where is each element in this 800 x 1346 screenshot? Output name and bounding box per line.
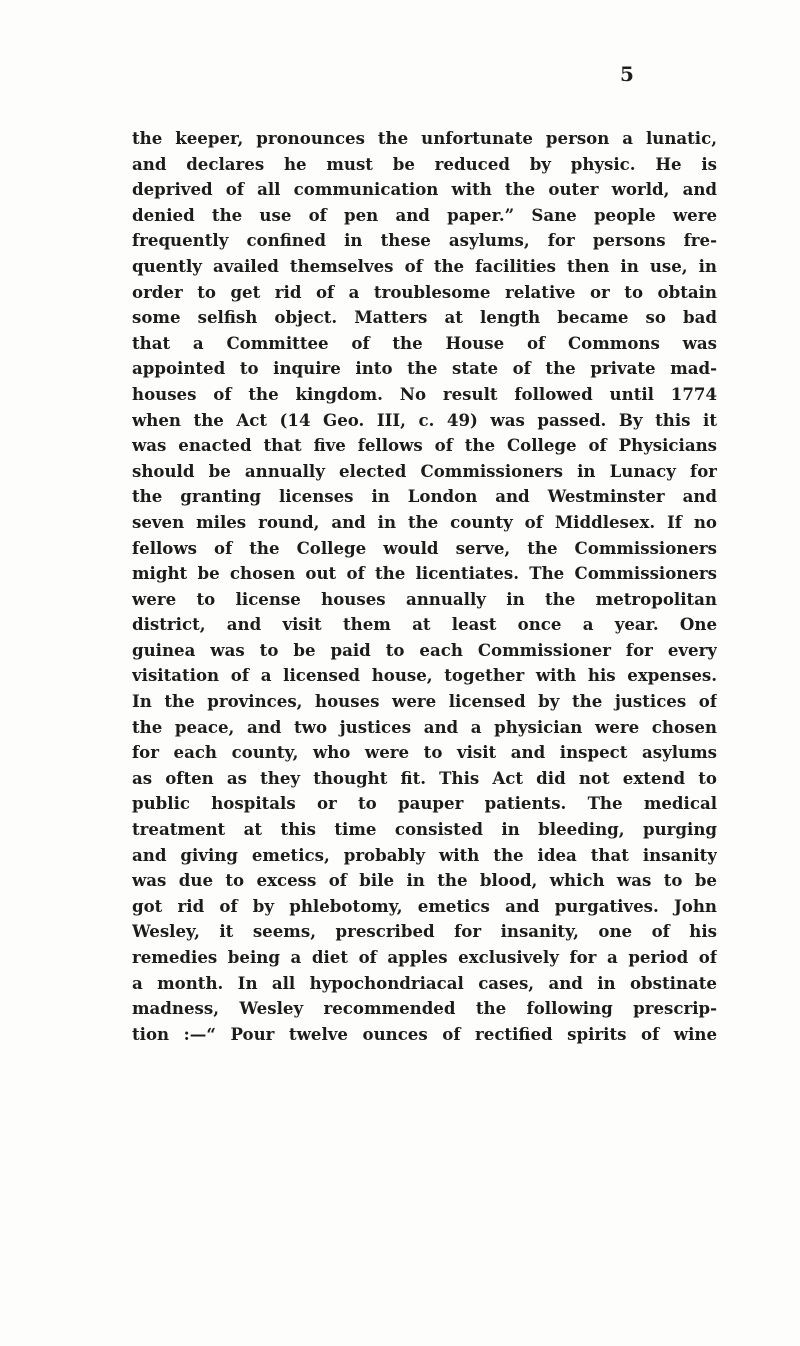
page-number: 5 — [620, 62, 634, 86]
text-line: seven miles round, and in the county of Middlesex. If no — [132, 511, 717, 532]
text-line: a month. In all hypochondriacal cases, and in obstinate — [132, 972, 717, 993]
text-line: tion :—“ Pour twelve ounces of rectified spirits of wine — [132, 1023, 717, 1044]
text-line: guinea was to be paid to each Commissioner for every — [132, 639, 717, 660]
text-line: was due to excess of bile in the blood, which was to be — [132, 870, 717, 891]
text-line: some selfish object. Matters at length became so bad — [132, 307, 717, 328]
text-line: the keeper, pronounces the unfortunate person a lunatic, — [132, 128, 717, 148]
text-line: denied the use of pen and paper.” Sane people were — [132, 204, 717, 225]
text-line: fellows of the College would serve, the Commissioners — [132, 537, 717, 558]
text-line: district, and visit them at least once a year. One — [132, 614, 717, 635]
text-line: public hospitals or to pauper patients. The medical — [132, 793, 717, 814]
text-line: order to get rid of a troublesome relative or to obtain — [132, 281, 717, 302]
text-line: for each county, who were to visit and inspect asylums — [132, 742, 717, 763]
text-line: as often as they thought fit. This Act did not extend to — [132, 767, 717, 788]
text-line: got rid of by phlebotomy, emetics and purgatives. John — [132, 895, 717, 916]
text-line: houses of the kingdom. No result followed until 1774 — [132, 383, 717, 404]
text-line: were to license houses annually in the metropolitan — [132, 588, 717, 609]
text-line: Wesley, it seems, prescribed for insanity, one of his — [132, 921, 717, 942]
text-line: frequently confined in these asylums, for persons fre- — [132, 230, 717, 251]
text-line: when the Act (14 Geo. III, c. 49) was passed. By this it — [132, 409, 717, 430]
text-line: should be annually elected Commissioners in Lunacy for — [132, 460, 717, 481]
text-line: deprived of all communication with the outer world, and — [132, 179, 717, 200]
text-line: that a Committee of the House of Commons was — [132, 332, 717, 353]
text-line: might be chosen out of the licentiates. The Commissioners — [132, 563, 717, 584]
text-line: quently availed themselves of the facilities then in use, in — [132, 255, 717, 276]
text-line: visitation of a licensed house, together with his expenses. — [132, 665, 717, 686]
text-line: In the provinces, houses were licensed by the justices of — [132, 691, 717, 712]
text-line: was enacted that five fellows of the College of Physicians — [132, 435, 717, 456]
text-line: the peace, and two justices and a physician were chosen — [132, 716, 717, 737]
text-line: and declares he must be reduced by physic. He is — [132, 153, 717, 174]
text-line: and giving emetics, probably with the idea that insanity — [132, 844, 717, 865]
text-line: appointed to inquire into the state of the private mad- — [132, 358, 717, 379]
body-text — [132, 126, 717, 1047]
text-line: treatment at this time consisted in bleeding, purging — [132, 819, 717, 840]
text-line: the granting licenses in London and Westminster and — [132, 486, 717, 507]
text-line: madness, Wesley recommended the following prescrip- — [132, 998, 717, 1019]
text-line: remedies being a diet of apples exclusively for a period of — [132, 947, 717, 967]
